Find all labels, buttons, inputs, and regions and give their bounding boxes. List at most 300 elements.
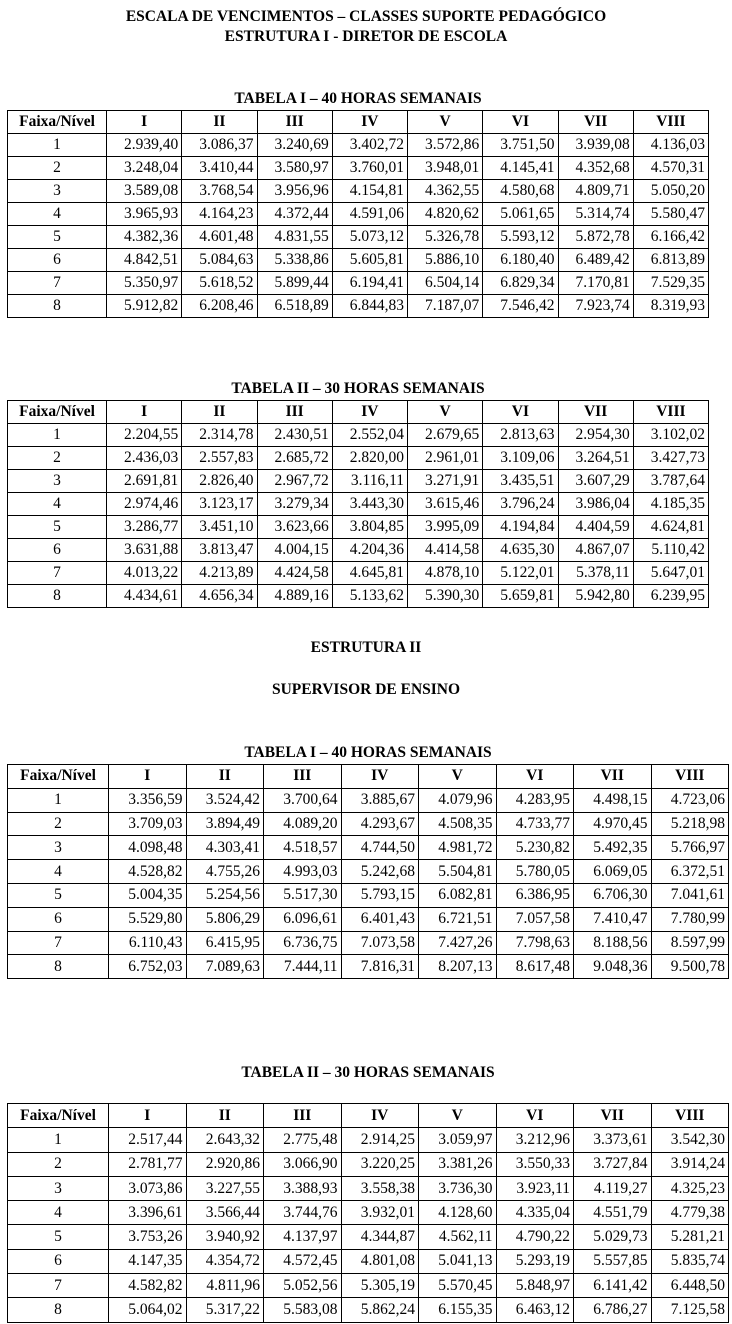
salary-cell: 5.305,19 [341,1274,419,1298]
salary-cell: 3.753,26 [109,1225,187,1249]
table-row [8,493,709,516]
salary-cell: 4.185,35 [633,493,708,516]
salary-cell: 4.570,31 [633,157,708,180]
faixa-cell: 5 [8,226,107,249]
salary-cell: 4.293,67 [341,812,419,836]
salary-cell: 4.335,04 [496,1201,574,1225]
salary-cell: 5.064,02 [109,1298,187,1322]
salary-cell: 3.271,91 [408,470,483,493]
salary-cell: 5.835,74 [651,1249,729,1273]
salary-cell: 5.517,30 [264,883,342,907]
salary-cell: 3.768,54 [182,180,257,203]
salary-cell: 2.939,40 [107,134,182,157]
table-header-row [8,401,709,424]
salary-cell: 8.207,13 [419,955,497,979]
salary-cell: 3.923,11 [496,1176,574,1200]
column-header-faixa-nivel: Faixa/Nível [8,401,107,424]
faixa-cell: 4 [8,203,107,226]
salary-cell: 6.155,35 [419,1298,497,1322]
salary-cell: 4.147,35 [109,1249,187,1273]
salary-cell: 6.829,34 [483,272,558,295]
column-header-level: IV [332,401,407,424]
salary-cell: 4.414,58 [408,539,483,562]
column-header-level: II [182,401,257,424]
salary-cell: 6.110,43 [109,931,187,955]
salary-cell: 2.826,40 [182,470,257,493]
salary-cell: 3.558,38 [341,1176,419,1200]
salary-cell: 8.188,56 [574,931,652,955]
salary-cell: 4.733,77 [496,812,574,836]
salary-cell: 3.914,24 [651,1152,729,1176]
faixa-cell: 4 [8,1201,109,1225]
salary-cell: 5.390,30 [408,585,483,608]
salary-cell: 4.755,26 [186,860,264,884]
salary-cell: 3.240,69 [257,134,332,157]
table-row [8,883,729,907]
salary-cell: 4.635,30 [483,539,558,562]
salary-table-structure-1-30h [7,400,709,608]
salary-cell: 3.885,67 [341,788,419,812]
salary-cell: 3.396,61 [109,1201,187,1225]
salary-cell: 4.372,44 [257,203,332,226]
column-header-level: IV [341,1104,419,1128]
salary-cell: 3.102,02 [633,424,708,447]
salary-cell: 4.572,45 [264,1249,342,1273]
column-header-level: VI [496,765,574,789]
table-row [8,447,709,470]
salary-cell: 5.378,11 [558,562,633,585]
salary-cell: 5.218,98 [651,812,729,836]
column-header-level: V [419,1104,497,1128]
salary-cell: 2.436,03 [107,447,182,470]
table-row [8,1201,729,1225]
salary-cell: 2.961,01 [408,447,483,470]
salary-table-structure-2-30h [7,1103,729,1323]
column-header-level: V [408,111,483,134]
salary-cell: 7.444,11 [264,955,342,979]
faixa-cell: 7 [8,562,107,585]
salary-cell: 3.572,86 [408,134,483,157]
salary-cell: 4.164,23 [182,203,257,226]
salary-cell: 4.582,82 [109,1274,187,1298]
salary-cell: 6.141,42 [574,1274,652,1298]
salary-cell: 3.542,30 [651,1128,729,1152]
salary-cell: 3.388,93 [264,1176,342,1200]
salary-cell: 4.004,15 [257,539,332,562]
salary-cell: 3.744,76 [264,1201,342,1225]
salary-cell: 9.048,36 [574,955,652,979]
salary-cell: 3.956,96 [257,180,332,203]
salary-cell: 6.752,03 [109,955,187,979]
salary-cell: 3.220,25 [341,1152,419,1176]
salary-cell: 6.401,43 [341,907,419,931]
column-header-level: I [109,1104,187,1128]
column-header-level: VIII [633,401,708,424]
salary-cell: 5.647,01 [633,562,708,585]
salary-cell: 6.082,81 [419,883,497,907]
salary-cell: 7.546,42 [483,295,558,318]
column-header-level: IV [332,111,407,134]
salary-cell: 2.775,48 [264,1128,342,1152]
salary-cell: 8.597,99 [651,931,729,955]
faixa-cell: 8 [8,955,109,979]
salary-cell: 4.382,36 [107,226,182,249]
salary-cell: 7.057,58 [496,907,574,931]
table-row [8,585,709,608]
faixa-cell: 2 [8,157,107,180]
salary-cell: 3.623,66 [257,516,332,539]
salary-cell: 3.264,51 [558,447,633,470]
salary-cell: 3.948,01 [408,157,483,180]
salary-cell: 3.550,33 [496,1152,574,1176]
salary-cell: 8.319,93 [633,295,708,318]
salary-cell: 5.061,65 [483,203,558,226]
table-row [8,539,709,562]
column-header-level: VII [574,1104,652,1128]
salary-cell: 3.607,29 [558,470,633,493]
salary-cell: 3.524,42 [186,788,264,812]
table-3-caption: TABELA I – 40 HORAS SEMANAIS [244,744,492,761]
salary-cell: 5.122,01 [483,562,558,585]
salary-cell: 5.110,42 [633,539,708,562]
column-header-level: III [264,1104,342,1128]
salary-cell: 2.679,65 [408,424,483,447]
salary-cell: 5.766,97 [651,836,729,860]
salary-cell: 2.204,55 [107,424,182,447]
salary-cell: 8.617,48 [496,955,574,979]
salary-cell: 5.230,82 [496,836,574,860]
salary-cell: 5.029,73 [574,1225,652,1249]
table-row [8,836,729,860]
salary-cell: 4.344,87 [341,1225,419,1249]
salary-cell: 4.811,96 [186,1274,264,1298]
column-header-level: III [257,111,332,134]
salary-cell: 5.281,21 [651,1225,729,1249]
table-header-row [8,111,709,134]
salary-cell: 4.013,22 [107,562,182,585]
column-header-level: III [264,765,342,789]
faixa-cell: 6 [8,539,107,562]
salary-cell: 4.213,89 [182,562,257,585]
salary-cell: 4.089,20 [264,812,342,836]
salary-cell: 7.089,63 [186,955,264,979]
salary-cell: 3.986,04 [558,493,633,516]
faixa-cell: 5 [8,883,109,907]
salary-cell: 5.052,56 [264,1274,342,1298]
table-row [8,931,729,955]
salary-cell: 6.194,41 [332,272,407,295]
salary-table-structure-2-40h [7,764,729,979]
salary-cell: 3.813,47 [182,539,257,562]
salary-cell: 4.801,08 [341,1249,419,1273]
salary-cell: 4.562,11 [419,1225,497,1249]
salary-cell: 3.066,90 [264,1152,342,1176]
faixa-cell: 2 [8,447,107,470]
faixa-cell: 8 [8,295,107,318]
salary-cell: 5.050,20 [633,180,708,203]
salary-cell: 4.878,10 [408,562,483,585]
salary-cell: 3.727,84 [574,1152,652,1176]
salary-cell: 3.123,17 [182,493,257,516]
salary-cell: 5.084,63 [182,249,257,272]
salary-cell: 7.923,74 [558,295,633,318]
faixa-cell: 1 [8,424,107,447]
salary-cell: 4.993,03 [264,860,342,884]
salary-cell: 5.780,05 [496,860,574,884]
salary-cell: 4.518,57 [264,836,342,860]
salary-cell: 6.096,61 [264,907,342,931]
salary-cell: 3.700,64 [264,788,342,812]
structure-2-title: ESTRUTURA II [310,639,422,656]
salary-cell: 7.780,99 [651,907,729,931]
salary-cell: 3.427,73 [633,447,708,470]
column-header-level: VI [496,1104,574,1128]
salary-cell: 4.790,22 [496,1225,574,1249]
salary-cell: 5.872,78 [558,226,633,249]
salary-cell: 2.314,78 [182,424,257,447]
salary-cell: 5.504,81 [419,860,497,884]
salary-cell: 2.920,86 [186,1152,264,1176]
salary-cell: 2.685,72 [257,447,332,470]
salary-cell: 4.601,48 [182,226,257,249]
column-header-faixa-nivel: Faixa/Nível [8,765,109,789]
table-2-caption: TABELA II – 30 HORAS SEMANAIS [231,380,485,397]
faixa-cell: 1 [8,134,107,157]
salary-cell: 9.500,78 [651,955,729,979]
salary-cell: 3.787,64 [633,470,708,493]
salary-cell: 6.386,95 [496,883,574,907]
salary-cell: 2.557,83 [182,447,257,470]
faixa-cell: 1 [8,1128,109,1152]
salary-cell: 3.373,61 [574,1128,652,1152]
faixa-cell: 8 [8,585,107,608]
salary-cell: 5.848,97 [496,1274,574,1298]
salary-cell: 4.434,61 [107,585,182,608]
salary-cell: 5.899,44 [257,272,332,295]
faixa-cell: 3 [8,1176,109,1200]
table-row [8,1274,729,1298]
salary-cell: 5.254,56 [186,883,264,907]
salary-cell: 3.451,10 [182,516,257,539]
salary-cell: 3.402,72 [332,134,407,157]
salary-cell: 3.279,34 [257,493,332,516]
salary-cell: 5.073,12 [332,226,407,249]
table-row [8,812,729,836]
faixa-cell: 1 [8,788,109,812]
table-row [8,226,709,249]
salary-cell: 4.362,55 [408,180,483,203]
column-header-level: IV [341,765,419,789]
salary-cell: 4.119,27 [574,1176,652,1200]
salary-cell: 5.793,15 [341,883,419,907]
salary-cell: 5.338,86 [257,249,332,272]
salary-cell: 4.303,41 [186,836,264,860]
salary-cell: 4.645,81 [332,562,407,585]
salary-cell: 4.283,95 [496,788,574,812]
salary-cell: 4.128,60 [419,1201,497,1225]
salary-cell: 4.591,06 [332,203,407,226]
table-row [8,860,729,884]
salary-cell: 7.410,47 [574,907,652,931]
salary-cell: 4.624,81 [633,516,708,539]
table-1-caption: TABELA I – 40 HORAS SEMANAIS [234,90,482,107]
column-header-level: II [182,111,257,134]
salary-cell: 5.529,80 [109,907,187,931]
salary-cell: 3.940,92 [186,1225,264,1249]
salary-cell: 7.187,07 [408,295,483,318]
salary-cell: 4.551,79 [574,1201,652,1225]
table-row [8,1128,729,1152]
salary-cell: 5.004,35 [109,883,187,907]
salary-cell: 4.098,48 [109,836,187,860]
salary-cell: 3.116,11 [332,470,407,493]
salary-cell: 3.109,06 [483,447,558,470]
salary-cell: 2.954,30 [558,424,633,447]
table-row [8,295,709,318]
column-header-level: I [107,111,182,134]
table-row [8,788,729,812]
salary-cell: 3.965,93 [107,203,182,226]
salary-cell: 6.372,51 [651,860,729,884]
salary-cell: 3.751,50 [483,134,558,157]
salary-cell: 4.136,03 [633,134,708,157]
salary-cell: 4.424,58 [257,562,332,585]
structure-1-title: ESTRUTURA I - DIRETOR DE ESCOLA [224,28,508,45]
table-row [8,516,709,539]
salary-cell: 5.133,62 [332,585,407,608]
column-header-level: II [186,765,264,789]
salary-cell: 3.356,59 [109,788,187,812]
salary-cell: 5.350,97 [107,272,182,295]
faixa-cell: 6 [8,1249,109,1273]
salary-cell: 6.069,05 [574,860,652,884]
salary-cell: 4.580,68 [483,180,558,203]
salary-cell: 4.352,68 [558,157,633,180]
faixa-cell: 6 [8,907,109,931]
salary-cell: 6.518,89 [257,295,332,318]
salary-cell: 3.615,46 [408,493,483,516]
salary-cell: 4.354,72 [186,1249,264,1273]
salary-cell: 2.974,46 [107,493,182,516]
salary-cell: 3.248,04 [107,157,182,180]
salary-cell: 5.605,81 [332,249,407,272]
salary-cell: 6.463,12 [496,1298,574,1322]
salary-cell: 4.820,62 [408,203,483,226]
salary-cell: 4.204,36 [332,539,407,562]
salary-cell: 4.970,45 [574,812,652,836]
table-header-row [8,1104,729,1128]
salary-cell: 3.566,44 [186,1201,264,1225]
salary-cell: 5.314,74 [558,203,633,226]
salary-cell: 6.813,89 [633,249,708,272]
salary-cell: 6.180,40 [483,249,558,272]
salary-cell: 7.073,58 [341,931,419,955]
salary-cell: 5.886,10 [408,249,483,272]
column-header-level: V [419,765,497,789]
table-row [8,955,729,979]
salary-cell: 4.981,72 [419,836,497,860]
faixa-cell: 3 [8,180,107,203]
table-row [8,157,709,180]
salary-cell: 5.583,08 [264,1298,342,1322]
column-header-faixa-nivel: Faixa/Nível [8,111,107,134]
table-row [8,249,709,272]
salary-cell: 4.508,35 [419,812,497,836]
salary-cell: 2.781,77 [109,1152,187,1176]
salary-cell: 4.656,34 [182,585,257,608]
salary-cell: 4.744,50 [341,836,419,860]
salary-cell: 5.570,45 [419,1274,497,1298]
faixa-cell: 6 [8,249,107,272]
salary-cell: 2.643,32 [186,1128,264,1152]
salary-cell: 4.831,55 [257,226,332,249]
salary-cell: 7.427,26 [419,931,497,955]
table-row [8,1225,729,1249]
salary-cell: 3.286,77 [107,516,182,539]
faixa-cell: 2 [8,1152,109,1176]
column-header-level: VI [483,401,558,424]
faixa-cell: 7 [8,272,107,295]
salary-cell: 4.809,71 [558,180,633,203]
salary-cell: 3.932,01 [341,1201,419,1225]
column-header-level: II [186,1104,264,1128]
salary-cell: 3.589,08 [107,180,182,203]
salary-cell: 4.867,07 [558,539,633,562]
salary-cell: 5.580,47 [633,203,708,226]
salary-cell: 3.435,51 [483,470,558,493]
column-header-level: V [408,401,483,424]
salary-cell: 3.410,44 [182,157,257,180]
salary-cell: 6.415,95 [186,931,264,955]
table-row [8,1152,729,1176]
salary-cell: 3.580,97 [257,157,332,180]
salary-cell: 6.721,51 [419,907,497,931]
salary-cell: 4.404,59 [558,516,633,539]
salary-cell: 3.086,37 [182,134,257,157]
table-row [8,1249,729,1273]
salary-cell: 4.079,96 [419,788,497,812]
salary-cell: 3.443,30 [332,493,407,516]
salary-cell: 6.489,42 [558,249,633,272]
salary-cell: 7.125,58 [651,1298,729,1322]
salary-cell: 7.798,63 [496,931,574,955]
salary-cell: 5.317,22 [186,1298,264,1322]
column-header-level: VII [574,765,652,789]
salary-cell: 4.723,06 [651,788,729,812]
salary-cell: 3.212,96 [496,1128,574,1152]
column-header-level: VIII [633,111,708,134]
table-row [8,470,709,493]
salary-cell: 6.166,42 [633,226,708,249]
salary-cell: 4.528,82 [109,860,187,884]
salary-cell: 5.326,78 [408,226,483,249]
salary-cell: 2.517,44 [109,1128,187,1152]
salary-cell: 5.041,13 [419,1249,497,1273]
salary-cell: 2.967,72 [257,470,332,493]
column-header-level: III [257,401,332,424]
salary-cell: 5.862,24 [341,1298,419,1322]
faixa-cell: 3 [8,470,107,493]
table-row [8,180,709,203]
salary-cell: 4.498,15 [574,788,652,812]
faixa-cell: 4 [8,493,107,516]
salary-cell: 7.170,81 [558,272,633,295]
salary-cell: 5.492,35 [574,836,652,860]
salary-cell: 3.804,85 [332,516,407,539]
document-title: ESCALA DE VENCIMENTOS – CLASSES SUPORTE PEDAGÓGICO [125,8,607,25]
table-header-row [8,765,729,789]
salary-cell: 3.073,86 [109,1176,187,1200]
